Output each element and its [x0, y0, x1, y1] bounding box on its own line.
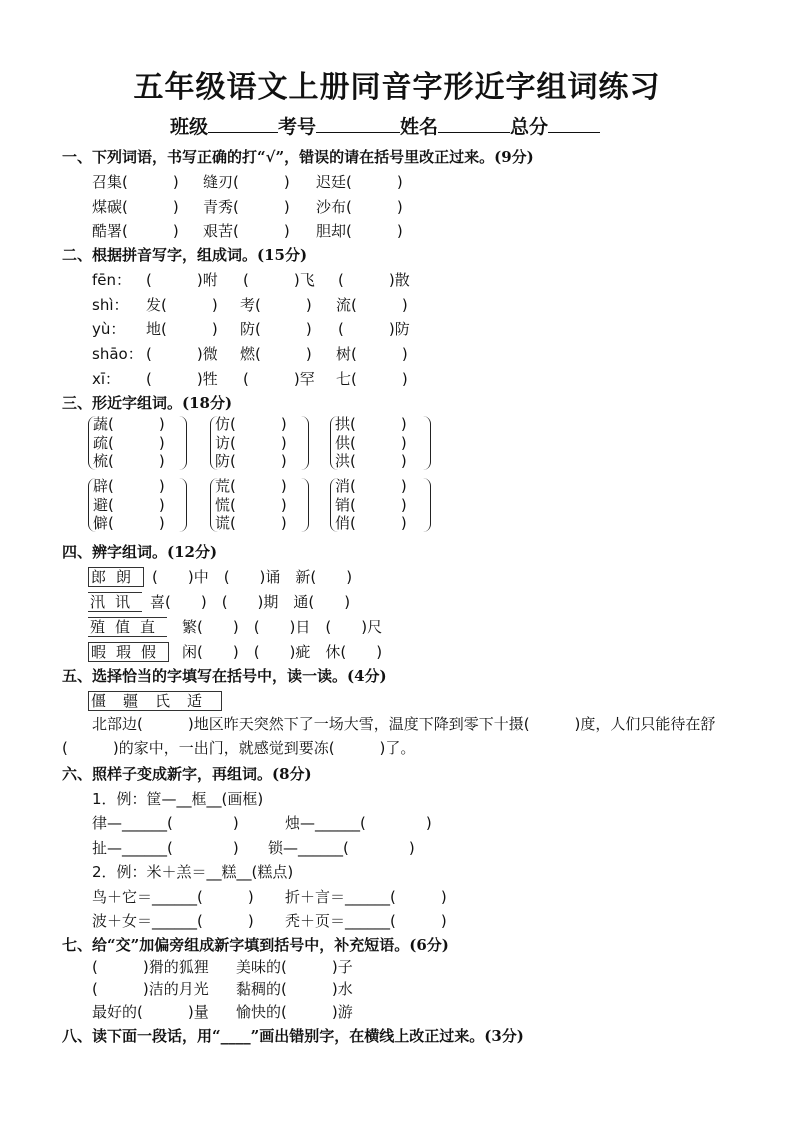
pinyin-label: yù： [92, 320, 126, 338]
score-blank[interactable] [548, 114, 600, 133]
s3-item[interactable]: 避( ) [93, 495, 165, 514]
right-brace [178, 416, 187, 470]
section-1-heading: 一、下列词语，书写正确的打“√”，错误的请在括号里改正过来。(9分) [62, 148, 534, 166]
char-group [335, 477, 407, 533]
s2-item[interactable]: 七( ) [336, 370, 408, 388]
char-group [215, 477, 287, 533]
s3-item[interactable]: 蔬( ) [93, 415, 165, 433]
s2-item[interactable]: 燃( ) [240, 345, 312, 363]
s6-item[interactable]: 秃＋页＝______( ) [285, 912, 447, 930]
boxed-chars: 暇瑕假 [88, 642, 169, 662]
s2-item[interactable]: ( )微 [146, 345, 218, 363]
class-blank[interactable] [208, 114, 278, 133]
right-brace [178, 478, 187, 532]
char-group [93, 477, 165, 533]
section-2-heading: 二、根据拼音写字，组成词。(15分) [62, 246, 308, 264]
s7-item[interactable]: 美味的( )子 [236, 958, 353, 976]
char-box [88, 591, 142, 612]
name-blank[interactable] [438, 114, 510, 133]
s3-item[interactable]: 辟( ) [93, 477, 165, 495]
s6-item[interactable]: 律—______( ) [92, 814, 239, 832]
s3-item[interactable]: 荒( ) [215, 477, 287, 495]
s2-item[interactable]: ( )散 [338, 271, 410, 289]
s4-items[interactable]: 喜( ) ( )期 通( ) [150, 593, 351, 611]
s3-item[interactable]: 仿( ) [215, 415, 287, 433]
s3-item[interactable]: 谎( ) [215, 514, 287, 532]
section-6-heading: 六、照样子变成新字，再组词。(8分) [62, 765, 312, 783]
right-brace [300, 478, 309, 532]
s7-item[interactable]: 黏稠的( )水 [236, 980, 353, 998]
pinyin-label: shì： [92, 296, 129, 314]
s3-item[interactable]: 供( ) [335, 433, 407, 452]
s1-item[interactable]: 召集( ) [92, 173, 179, 191]
exam-label: 考号 [278, 116, 317, 138]
student-info-line [170, 112, 600, 139]
s2-item[interactable]: 防( ) [240, 320, 312, 338]
char-box [88, 690, 222, 711]
s1-item[interactable]: 煤碳( ) [92, 198, 179, 216]
s2-item[interactable]: ( )牲 [146, 370, 218, 388]
s1-item[interactable]: 青秀( ) [203, 198, 290, 216]
char-group [93, 415, 165, 471]
section-4-heading: 四、辨字组词。(12分) [62, 543, 218, 561]
s7-item[interactable]: 最好的( )量 [92, 1003, 209, 1021]
right-brace [422, 416, 431, 470]
s1-item[interactable]: 胆却( ) [316, 222, 403, 240]
section-5-heading: 五、选择恰当的字填写在括号中，读一读。(4分) [62, 667, 387, 685]
example-1: 1．例：筐—__框__(画框) [92, 790, 264, 808]
page-title: 五年级语文上册同音字形近字组词练习 [133, 70, 661, 105]
example-2: 2．例：米＋羔＝__糕__(糕点) [92, 863, 294, 881]
s6-item[interactable]: 鸟＋它＝______( ) [92, 888, 254, 906]
s3-item[interactable]: 访( ) [215, 433, 287, 452]
char-box [88, 641, 169, 662]
s3-item[interactable]: 消( ) [335, 477, 407, 495]
boxed-chars: 汛讯 [90, 593, 141, 611]
s2-item[interactable]: 考( ) [240, 296, 312, 314]
s3-item[interactable]: 拱( ) [335, 415, 407, 433]
s1-item[interactable]: 艰苦( ) [203, 222, 290, 240]
boxed-chars: 郎朗 [88, 567, 144, 587]
section-8-heading: 八、读下面一段话，用“____”画出错别字，在横线上改正过来。(3分) [62, 1027, 524, 1045]
s3-item[interactable]: 疏( ) [93, 433, 165, 452]
s6-item[interactable]: 波＋女＝______( ) [92, 912, 254, 930]
char-group [215, 415, 287, 471]
score-label: 总分 [510, 116, 549, 138]
class-label: 班级 [170, 116, 209, 138]
s7-item[interactable]: 愉快的( )游 [236, 1003, 353, 1021]
boxed-chars: 僵疆氏适 [88, 691, 222, 711]
s1-item[interactable]: 迟廷( ) [316, 173, 403, 191]
s3-item[interactable]: 洪( ) [335, 452, 407, 470]
s6-item[interactable]: 扯—______( ) [92, 839, 239, 857]
s2-item[interactable]: 流( ) [336, 296, 408, 314]
s2-item[interactable]: 发( ) [146, 296, 218, 314]
s6-item[interactable]: 锁—______( ) [268, 839, 415, 857]
char-box [88, 566, 144, 587]
pinyin-label: shāo： [92, 345, 143, 363]
right-brace [422, 478, 431, 532]
right-brace [300, 416, 309, 470]
section-7-heading: 七、给“交”加偏旁组成新字填到括号中，补充短语。(6分) [62, 936, 449, 954]
pinyin-label: fēn： [92, 271, 132, 289]
s3-item[interactable]: 僻( ) [93, 514, 165, 532]
fill-paragraph[interactable]: 北部边( )地区昨天突然下了一场大雪，温度下降到零下十摄( )度，人们只能待在舒( )的家中，一出门，就感觉到要冻( )了。 [62, 715, 716, 757]
exam-blank[interactable] [316, 114, 400, 133]
s3-item[interactable]: 防( ) [215, 452, 287, 470]
s1-item[interactable]: 沙布( ) [316, 198, 403, 216]
s3-item[interactable]: 俏( ) [335, 514, 407, 532]
s2-item[interactable]: 地( ) [146, 320, 218, 338]
s3-item[interactable]: 销( ) [335, 495, 407, 514]
s2-item[interactable]: ( )罕 [243, 370, 315, 388]
section-3-heading: 三、形近字组词。(18分) [62, 394, 233, 412]
s2-item[interactable]: 树( ) [336, 345, 408, 363]
boxed-chars: 殖值直 [90, 618, 166, 636]
s3-item[interactable]: 梳( ) [93, 452, 165, 470]
s4-items[interactable]: ( )中 ( )诵 新( ) [152, 568, 353, 586]
s4-items[interactable]: 闲( ) ( )疵 休( ) [182, 643, 383, 661]
s2-item[interactable]: ( )咐 [146, 271, 218, 289]
char-group [335, 415, 407, 471]
s7-item[interactable]: ( )洁的月光 [92, 980, 209, 998]
s4-items[interactable]: 繁( ) ( )日 ( )尺 [182, 618, 383, 636]
char-box [88, 616, 167, 637]
pinyin-label: xī： [92, 370, 121, 388]
s2-item[interactable]: ( )飞 [243, 271, 315, 289]
s6-item[interactable]: 烛—______( ) [285, 814, 432, 832]
s2-item[interactable]: ( )防 [338, 320, 410, 338]
s7-item[interactable]: ( )猾的狐狸 [92, 958, 209, 976]
name-label: 姓名 [400, 116, 439, 138]
s3-item[interactable]: 慌( ) [215, 495, 287, 514]
s1-item[interactable]: 缝刃( ) [203, 173, 290, 191]
s6-item[interactable]: 折＋言＝______( ) [285, 888, 447, 906]
s1-item[interactable]: 酷署( ) [92, 222, 179, 240]
